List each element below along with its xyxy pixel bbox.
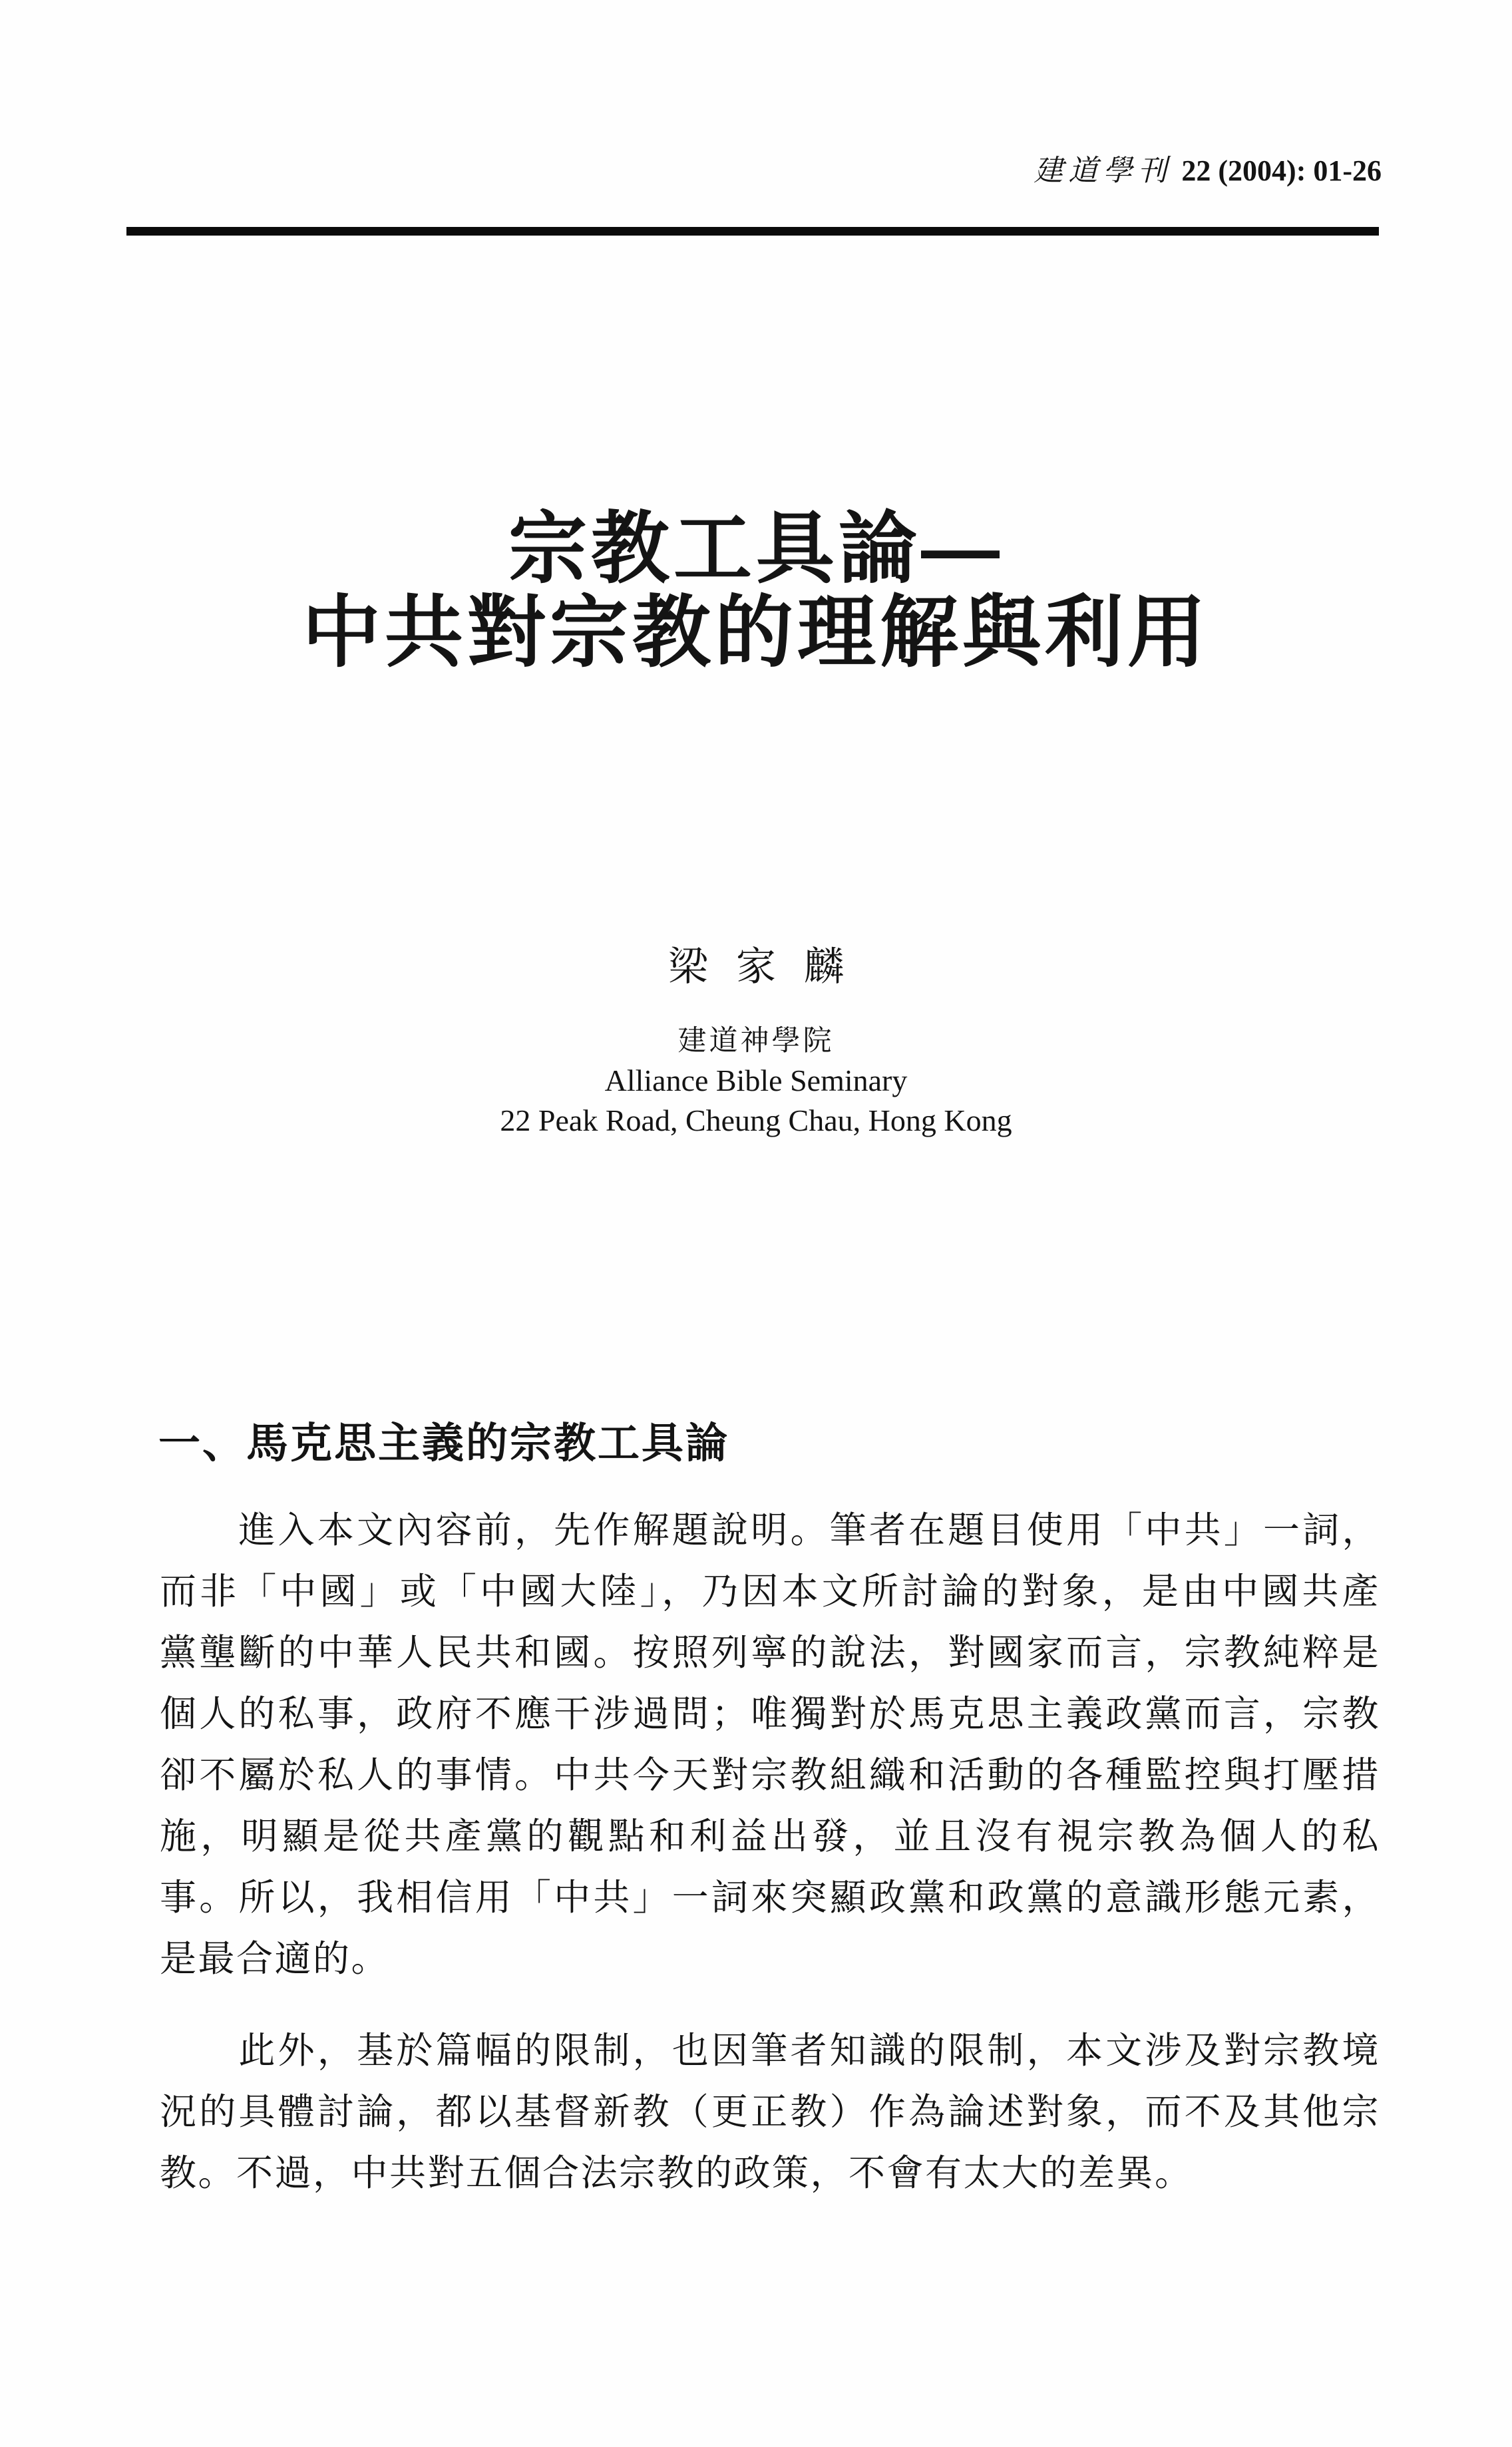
text-line: 此外，基於篇幅的限制，也因筆者知識的限制，本文涉及對宗教境	[160, 2030, 1380, 2071]
text-line: 而非「中國」或「中國大陸」，乃因本文所討論的對象，是由中國共產	[160, 1571, 1380, 1612]
affiliation-address: 22 Peak Road, Cheung Chau, Hong Kong	[500, 1103, 1012, 1137]
section-heading: 一、馬克思主義的宗教工具論	[158, 1420, 729, 1467]
text-line: 卻不屬於私人的事情。中共今天對宗教組織和活動的各種監控與打壓措	[160, 1755, 1380, 1795]
article-title-line2: 中共對宗教的理解與利用	[301, 589, 1210, 677]
text-line: 黨壟斷的中華人民共和國。按照列寧的說法，對國家而言，宗教純粹是	[160, 1632, 1380, 1673]
author-name: 梁家麟	[668, 945, 872, 989]
affiliation-english: Alliance Bible Seminary	[604, 1063, 908, 1097]
journal-header	[1034, 146, 1382, 189]
affiliation-block	[0, 1022, 1512, 1141]
text-line: 是最合適的。	[160, 1939, 390, 1979]
text-line: 個人的私事，政府不應干涉過問；唯獨對於馬克思主義政黨而言，宗教	[160, 1694, 1380, 1734]
affiliation-chinese: 建道神學院	[677, 1026, 835, 1057]
text-line: 況的具體討論，都以基督新教（更正教）作為論述對象，而不及其他宗	[160, 2092, 1380, 2132]
header-rule	[126, 227, 1379, 236]
text-line: 事。所以，我相信用「中共」一詞來突顯政黨和政黨的意識形態元素，	[160, 1877, 1380, 1918]
journal-name: 建道學刊	[1034, 154, 1173, 187]
paragraph-2	[160, 2020, 1380, 2204]
article-title	[0, 507, 1512, 675]
text-line: 進入本文內容前，先作解題說明。筆者在題目使用「中共」一詞，	[160, 1510, 1380, 1551]
paragraph-1	[160, 1500, 1380, 1990]
journal-issue: 22 (2004): 01-26	[1181, 154, 1382, 187]
article-title-line1: 宗教工具論—	[508, 505, 1004, 593]
text-line: 施，明顯是從共產黨的觀點和利益出發，並且沒有視宗教為個人的私	[160, 1816, 1380, 1857]
text-line: 教。不過，中共對五個合法宗教的政策，不會有太大的差異。	[160, 2153, 1193, 2193]
